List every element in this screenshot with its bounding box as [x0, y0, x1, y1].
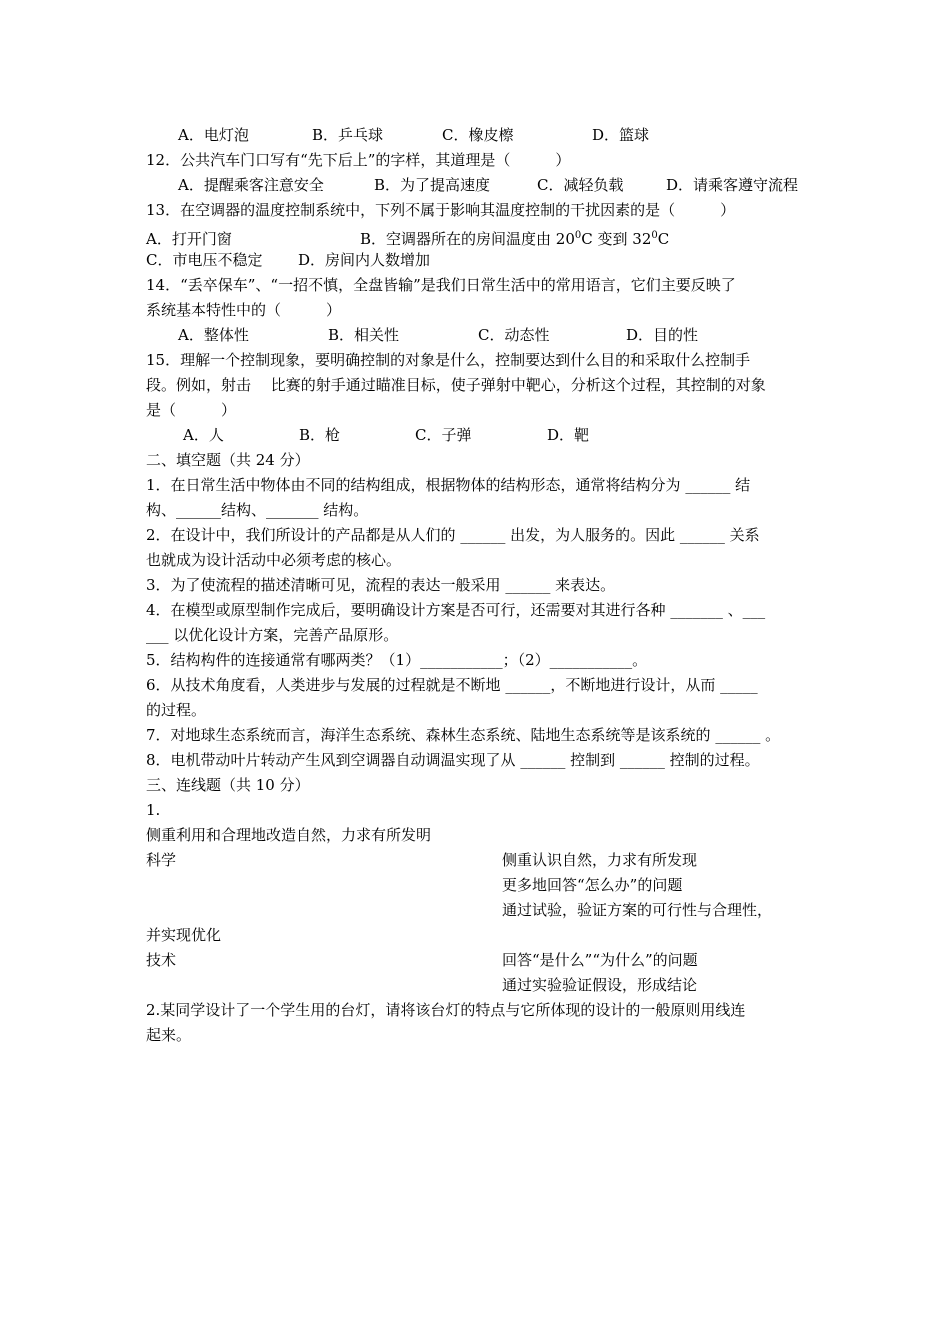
q15-option-a: A．人 — [183, 426, 224, 444]
s3-q2-line2: 起来。 — [146, 1026, 192, 1044]
s2-line-12: 8．电机带动叶片转动产生风到空调器自动调温实现了从 ______ 控制到 ______ 控制的过程。 — [146, 751, 760, 769]
degree-sup-1: 0 — [574, 230, 582, 241]
q13-option-b-text3: C — [657, 230, 670, 248]
q11-options — [146, 123, 850, 148]
q13-options-ab — [146, 223, 818, 248]
q12-option-d: D．请乘客遵守流程 — [666, 176, 799, 194]
s3-q1-number: 1. — [146, 801, 161, 819]
s3-q2-line1: 2.某同学设计了一个学生用的台灯，请将该台灯的特点与它所体现的设计的一般原则用线连 — [146, 1001, 746, 1019]
s2-line-5: 3．为了使流程的描述清晰可见，流程的表达一般采用 ______ 来表达。 — [146, 576, 616, 594]
q12-stem: 12．公共汽车门口写有“先下后上”的字样，其道理是（ ） — [146, 151, 571, 169]
s3-right-item-3: 通过试验，验证方案的可行性与合理性， — [502, 901, 773, 919]
q13-stem: 13．在空调器的温度控制系统中，下列不属于影响其温度控制的干扰因素的是（ ） — [146, 201, 736, 219]
q11-option-b: B．乒乓球 — [312, 126, 384, 144]
s2-line-6: 4．在模型或原型制作完成后，要明确设计方案是否可行，还需要对其进行各种 _______ 、___ — [146, 601, 766, 619]
q12-option-a: A．提醒乘客注意安全 — [178, 176, 324, 194]
s2-line-4: 也就成为设计活动中必须考虑的核心。 — [146, 551, 402, 569]
q11-option-d: D．篮球 — [592, 126, 650, 144]
q13-option-c: C．市电压不稳定 — [146, 251, 263, 269]
q11-option-c: C．橡皮檫 — [442, 126, 514, 144]
q15-options — [146, 423, 855, 448]
s2-line-7: ___ 以优化设计方案，完善产品原形。 — [146, 626, 399, 644]
s3-right-item-5: 通过实验验证假设，形成结论 — [502, 976, 698, 994]
q12-option-c: C．减轻负载 — [537, 176, 624, 194]
s3-left-technology: 技术 — [146, 951, 177, 969]
s3-right-item-2: 更多地回答“怎么办”的问题 — [502, 876, 683, 894]
q11-option-a: A．电灯泡 — [178, 126, 249, 144]
q15-stem-line2: 段。例如，射击 比赛的射手通过瞄准目标，使子弹射中靶心，分析这个过程，其控制的对象 — [146, 376, 766, 394]
q13-option-b-text1: B．空调器所在的房间温度由 20 — [360, 230, 575, 248]
q14-stem-line1: 14．“丢卒保车”、“一招不慎，全盘皆输”是我们日常生活中的常用语言，它们主要反映了 — [146, 276, 736, 294]
q13-options-cd — [146, 248, 818, 273]
s3-left-continuation: 并实现优化 — [146, 926, 222, 944]
q13-option-d: D．房间内人数增加 — [298, 251, 431, 269]
s2-line-11: 7．对地球生态系统而言，海洋生态系统、森林生态系统、陆地生态系统等是该系统的 ______ 。 — [146, 726, 781, 744]
degree-sup-2: 0 — [651, 230, 658, 241]
q15-option-b: B．枪 — [299, 426, 341, 444]
q15-stem-line1: 15．理解一个控制现象，要明确控制的对象是什么，控制要达到什么目的和采取什么控制手 — [146, 351, 751, 369]
section3-title: 三、连线题（共 10 分） — [146, 776, 310, 794]
section2-title: 二、填空题（共 24 分） — [146, 451, 310, 469]
q13-option-b-text2: C 变到 32 — [581, 230, 652, 248]
q14-stem-line2: 系统基本特性中的（ ） — [146, 301, 342, 319]
q14-option-c: C．动态性 — [478, 326, 550, 344]
s2-line-1: 1．在日常生活中物体由不同的结构组成，根据物体的结构形态，通常将结构分为 ______ 结 — [146, 476, 751, 494]
q14-option-b: B．相关性 — [328, 326, 400, 344]
s3-right-item-4: 回答“是什么”“为什么”的问题 — [502, 951, 698, 969]
q12-options — [146, 173, 850, 198]
q12-option-b: B．为了提高速度 — [374, 176, 491, 194]
q14-options — [146, 323, 850, 348]
s3-right-item-1: 侧重认识自然，力求有所发现 — [502, 851, 698, 869]
q15-option-c: C．子弹 — [415, 426, 472, 444]
s2-line-8: 5．结构构件的连接通常有哪两类？（1）___________；（2）___________。 — [146, 651, 648, 669]
s2-line-9: 6．从技术角度看，人类进步与发展的过程就是不断地 ______，不断地进行设计，从而 _____ — [146, 676, 758, 694]
q14-option-d: D．目的性 — [626, 326, 699, 344]
s2-line-10: 的过程。 — [146, 701, 207, 719]
q14-option-a: A．整体性 — [178, 326, 249, 344]
q15-stem-line3: 是（ ） — [146, 401, 237, 419]
q15-option-d: D．靶 — [547, 426, 590, 444]
s3-left-science: 科学 — [146, 851, 177, 869]
q13-option-a: A．打开门窗 — [146, 230, 232, 248]
s3-left-statement-1: 侧重利用和合理地改造自然，力求有所发明 — [146, 826, 432, 844]
s2-line-3: 2．在设计中，我们所设计的产品都是从人们的 ______ 出发，为人服务的。因此 ______ 关系 — [146, 526, 760, 544]
s2-line-2: 构、______结构、_______ 结构。 — [146, 501, 369, 519]
